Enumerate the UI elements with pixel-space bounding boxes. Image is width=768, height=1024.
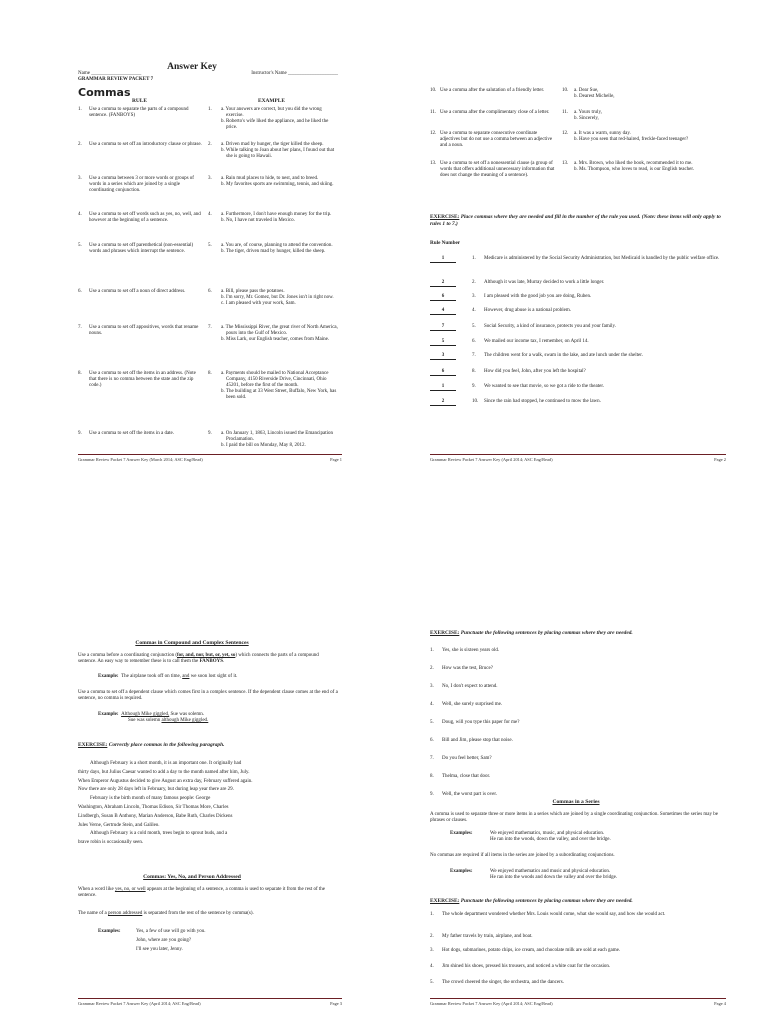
example-12: 12. a. It was a warm, sunny day. b. Have you seen that red-haired, freckle-faced teenager? xyxy=(562,131,689,142)
example-13: 13. a. Mrs. Brown, who liked the book, recommended it to me. b. Ms. Thompson, who loves to read, is our English teacher. xyxy=(562,161,695,172)
footer xyxy=(78,998,342,1006)
rule-6: 6. Use a comma to set off a noun of direct address. xyxy=(78,289,186,294)
footer-source: Grammar Review Packet 7 Answer Key (April 2014; ASC Eng/Read) xyxy=(430,457,553,462)
exercise2-item-3: 3. Hot dogs, submarines, potato chips, ice cream, and chocolate milk are sold at each game. xyxy=(430,948,621,953)
rule-12: 12. Use a comma to separate consecutive coordinate adjectives but do not use a comma between an adjective and a noun. xyxy=(430,131,553,148)
examples-series-no-commas: Examples: We enjoyed mathematics and music and physical education. He ran into the woods and down the valley and over the bridge. xyxy=(450,869,618,881)
footer-source: Grammar Review Packet 7 Answer Key (April 2014; ASC Eng/Read) xyxy=(78,1001,201,1006)
page-1 xyxy=(0,0,384,512)
exercise-item-3: 6 3. I am pleased with the good job you are doing, Ruben. xyxy=(430,294,730,300)
page-4 xyxy=(384,512,768,1024)
page-2 xyxy=(384,0,768,512)
topic-title: Commas xyxy=(78,86,131,99)
exercise2-item-1: 1. The whole department wondered whether Mrs. Louis would come, what she would say, and how she would act. xyxy=(430,912,666,917)
footer xyxy=(430,998,726,1006)
exercise-item-9: 9. Well, the worst part is over. xyxy=(430,792,498,797)
exercise-item-6: 5 6. We mailed our income tax, I remember, on April 14. xyxy=(430,339,730,345)
exercise-paragraph: Although February is a short month, it is an important one. It originally had thirty days, but Julius Caesar wanted to add a day to the month named after him, July. When Emperor Augustus decided to give August an extra day, February suffered again. Now there are only 28 days left in February, but during leap year there are 29. February is the birth month of many famous people: George Washington, Abraham Lincoln, Thomas Edison, Sir Thomas More, Charles Lindbergh, Susan B Anthony, Marian Anderson, Babe Ruth, Charles Dickens Jules Verne, Gertrude Stein, and Galileo. Although February is a cold month, trees begin to sprout buds, and a brave robin is occasionally seen. xyxy=(78,761,253,846)
section-title-compound-complex: Commas in Compound and Complex Sentences xyxy=(135,640,249,646)
rule-3: 3. Use a comma between 3 or more words or groups of words in a series which are joined by a single coordinating conjunction. xyxy=(78,176,194,193)
example-2: 2. a. Driven mad by hunger, the tiger killed the sheep. b. While talking to Joan about her plans, I found out that she is going to Hawaii. xyxy=(208,142,335,159)
packet-title: GRAMMAR REVIEW PACKET 7 xyxy=(78,77,154,82)
exercise-item-5: 7 5. Social Security, a kind of insurance, protects you and your family. xyxy=(430,324,730,330)
exercise2-item-2: 2. My father travels by train, airplane, and boat. xyxy=(430,934,533,939)
rule-number-heading: Rule Number xyxy=(430,240,461,246)
page-3 xyxy=(0,512,384,1024)
exercise-item-6: 6. Bill and Jim, please stop that noise. xyxy=(430,738,513,743)
exercise2-item-4: 4. Jim shined his shoes, pressed his trousers, and noticed a white coat for the occasion. xyxy=(430,964,611,969)
series-paragraph: A comma is used to separate three or more items in a series which are joined by a single coordinating conjunction. Sometimes the series may be phrases or clauses. xyxy=(430,812,718,824)
page-number: Page 2 xyxy=(714,457,726,462)
example-header: EXAMPLE xyxy=(258,98,285,104)
footer-source: Grammar Review Packet 7 Answer Key (April 2014; ASC Eng/Read) xyxy=(430,1001,553,1006)
section-title-series: Commas in a Series xyxy=(552,799,600,805)
rule-5: 5. Use a comma to set off parenthetical (non-essential) words and phrases which interrupt the sentence. xyxy=(78,243,194,254)
page-number: Page 3 xyxy=(330,1001,342,1006)
exercise-item-1: 1. Yes, she is sixteen years old. xyxy=(430,648,500,653)
exercise-item-7: 3 7. The children went for a walk, swam in the lake, and ate lunch under the shelter. xyxy=(430,353,730,359)
examples-yes-no: Examples: Yes, a few of use will go with you. John, where are you going? I'll see you later, Jenny. xyxy=(98,929,206,952)
exercise-instructions: EXERCISE: Place commas where they are needed and fill in the number of the rule you used. (Note: these items will only apply to rules 1 to 7.) xyxy=(430,214,721,227)
name-field: Name ____________________ xyxy=(78,71,142,76)
exercise2-instructions: EXERCISE: Punctuate the following sentences by placing commas where they are needed. xyxy=(430,898,633,904)
dependent-clause-paragraph: Use a comma to set off a dependent clause which comes first in a complex sentence. If the dependent clause comes at the end of a sentence, no comma is required. xyxy=(78,690,338,702)
answer-key-title: Answer Key xyxy=(167,62,217,72)
example-3: 3. a. Rain mud places to hide, to nest, and to breed. b. My favorites sports are swimming, tennis, and skiing. xyxy=(208,176,334,187)
header-fields xyxy=(78,71,338,83)
example-6: 6. a. Bill, please pass the potatoes. b. I'm sorry, Mr. Gomez, but Dr. Jones isn't in right now. c. I am pleased with your work, Sam. xyxy=(208,289,334,306)
examples-series-commas: Examples: We enjoyed mathematics, music, and physical education. He ran into the woods, down the valley, and over the bridge. xyxy=(450,831,611,843)
page-number: Page 1 xyxy=(330,457,342,462)
exercise-item-4: 4 4. However, drug abuse is a national problem. xyxy=(430,308,730,314)
page-number: Page 4 xyxy=(714,1001,726,1006)
exercise-item-8: 6 8. How did you feel, John, after you left the hospital? xyxy=(430,369,730,375)
exercise-item-10: 2 10. Since the rain had stopped, he continued to mow the lawn. xyxy=(430,399,730,405)
exercise-item-2: 2. How was the test, Bruce? xyxy=(430,666,493,671)
rule-2: 2. Use a comma to set off an introductory clause or phrase. xyxy=(78,142,202,147)
footer xyxy=(78,454,342,462)
example-compound: Example: The airplane took off on time, and we soon lost sight of it. xyxy=(98,674,238,679)
rule-11: 11. Use a comma after the complimentary close of a letter. xyxy=(430,110,550,115)
exercise-item-7: 7. Do you feel better, Sam? xyxy=(430,756,492,761)
rule-7: 7. Use a comma to set off appositives, words that rename nouns. xyxy=(78,325,199,336)
example-complex: Example: Although Mike giggled, Sue was solemn. Sue was solemn although Mike giggled. xyxy=(98,712,209,724)
rule-8: 8. Use a comma to set off the items in an address. (Note that there is no comma between the state and the zip code.) xyxy=(78,371,196,388)
footer-source: Grammar Review Packet 7 Answer Key (March 2014; ASC Eng/Read) xyxy=(78,457,203,462)
exercise-instructions: EXERCISE: Correctly place commas in the following paragraph. xyxy=(78,742,225,748)
person-addressed-paragraph: The name of a person addressed is separated from the rest of the sentence by comma(s). xyxy=(78,911,254,916)
rule-9: 9. Use a comma to set off the items in a date. xyxy=(78,431,175,436)
example-8: 8. a. Payments should be mailed to National Acceptance Company, 4150 Riverside Drive, Cincinnati, Ohio 45201, before the first of the month. b. The building at 33 West Street, Buffalo, New York, has been sold. xyxy=(208,371,337,400)
exercise-item-2: 2 2. Although it was late, Murray decided to work a little longer. xyxy=(430,280,730,286)
rule-header: RULE xyxy=(132,98,147,104)
exercise-item-9: 1 9. We wanted to see that movie, so we got a ride to the theater. xyxy=(430,384,730,390)
yes-no-paragraph: When a word like yes, no, or well appears at the beginning of a sentence, a comma is used to separate it from the rest of the sentence. xyxy=(78,887,326,899)
example-4: 4. a. Furthermore, I don't have enough money for the trip. b. No, I have not traveled in Mexico. xyxy=(208,212,332,223)
example-1: 1. a. Your answers are correct, but you did the wrong exercise. b. Roberto's wife liked the appliance, and he liked the price. xyxy=(208,107,329,130)
section-title-yes-no: Commas: Yes, No, and Person Addressed xyxy=(143,874,241,880)
exercise-item-1: 1 1. Medicare is administered by the Social Security Administration, but Medicaid is handled by the public welfare office. xyxy=(430,256,730,262)
example-5: 5. a. You are, of course, planning to attend the convention. b. The tiger, driven mad by hunger, killed the sheep. xyxy=(208,243,333,254)
rule-13: 13. Use a comma to set off a nonessential clause (a group of words that offers additional unnecessary information that does not change the meaning of a sentence). xyxy=(430,161,555,178)
example-11: 11. a. Yours truly, b. Sincerely, xyxy=(562,110,602,121)
exercise-item-5: 5. Doug, will you type this paper for me? xyxy=(430,720,520,725)
exercise-item-8: 8. Thelma, close that door. xyxy=(430,774,491,779)
footer xyxy=(430,454,726,462)
exercise2-item-5: 5. The crowd cheered the singer, the orchestra, and the dancers. xyxy=(430,980,564,985)
rule-4: 4. Use a comma to set off words such as yes, no, well, and however at the beginning of a sentence. xyxy=(78,212,201,223)
example-7: 7. a. The Mississippi River, the great river of North America, pours into the Gulf of Mexico. b. Miss Lark, our English teacher, comes from Maine. xyxy=(208,325,338,342)
exercise-item-3: 3. No, I don't expect to attend. xyxy=(430,684,498,689)
exercise-instructions: EXERCISE: Punctuate the following sentences by placing commas where they are needed. xyxy=(430,630,633,636)
fanboys-paragraph: Use a comma before a coordinating conjunction (for, and, nor, but, or, yet, so) which connects the parts of a compound sentence. An easy way to remember these is to call them the FANBOYS. xyxy=(78,653,319,665)
example-9: 9. a. On January 1, 1863, Lincoln issued the Emancipation Proclamation. b. I paid the bill on Monday, May 8, 2012. xyxy=(208,431,334,448)
instructor-field: Instructor's Name ____________________ xyxy=(251,71,338,76)
rule-10: 10. Use a comma after the salutation of a friendly letter. xyxy=(430,88,545,93)
exercise-item-4: 4. Well, she surely surprised me. xyxy=(430,702,503,707)
rule-1: 1. Use a comma to separate the parts of a compound sentence. (FANBOYS) xyxy=(78,107,189,118)
example-10: 10. a. Dear Sue, b. Dearest Michelle, xyxy=(562,88,615,99)
no-comma-paragraph: No commas are required if all items in the series are joined by a subordinating conjunctions. xyxy=(430,853,615,858)
